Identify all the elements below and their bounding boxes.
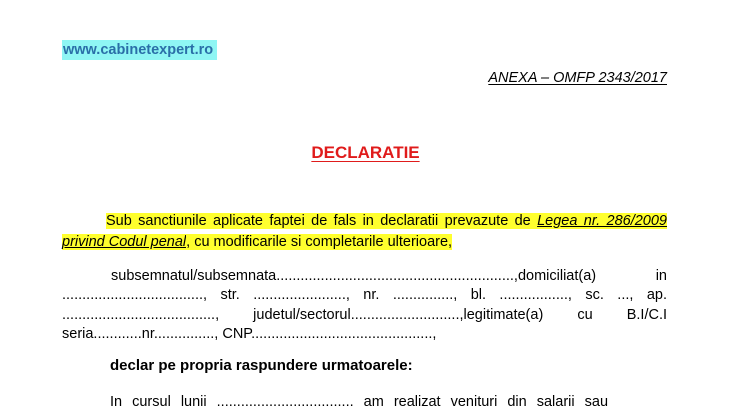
identity-fields-paragraph: subsemnatul/subsemnata...........................................................,domiciliat(a) in ..................................., str. ......................., nr. ..............., bl. ................., sc. ..., ap. ......................................, judetul/sectorul...........................,legitimate(a) cu B.I/C.I seria............nr..............., CNP............................................., <box>62 268 667 343</box>
declaration-heading: declar pe propria raspundere urmatoarele: <box>110 357 413 374</box>
website-link[interactable]: www.cabinetexpert.ro <box>62 40 217 60</box>
income-statement: In cursul lunii .................................. am realizat venituri din salarii sau <box>110 394 609 410</box>
intro-text-start: Sub sanctiunile aplicate faptei de fals in declaratii prevazute de <box>106 213 538 229</box>
annex-reference: ANEXA – OMFP 2343/2017 <box>488 70 667 86</box>
intro-text-end: , cu modificarile si completarile ulterioare, <box>186 234 453 250</box>
law-reference: Legea nr. 286/2009 privind Codul penal <box>62 213 667 250</box>
document-title: DECLARATIE <box>311 143 420 162</box>
intro-paragraph <box>62 211 667 253</box>
